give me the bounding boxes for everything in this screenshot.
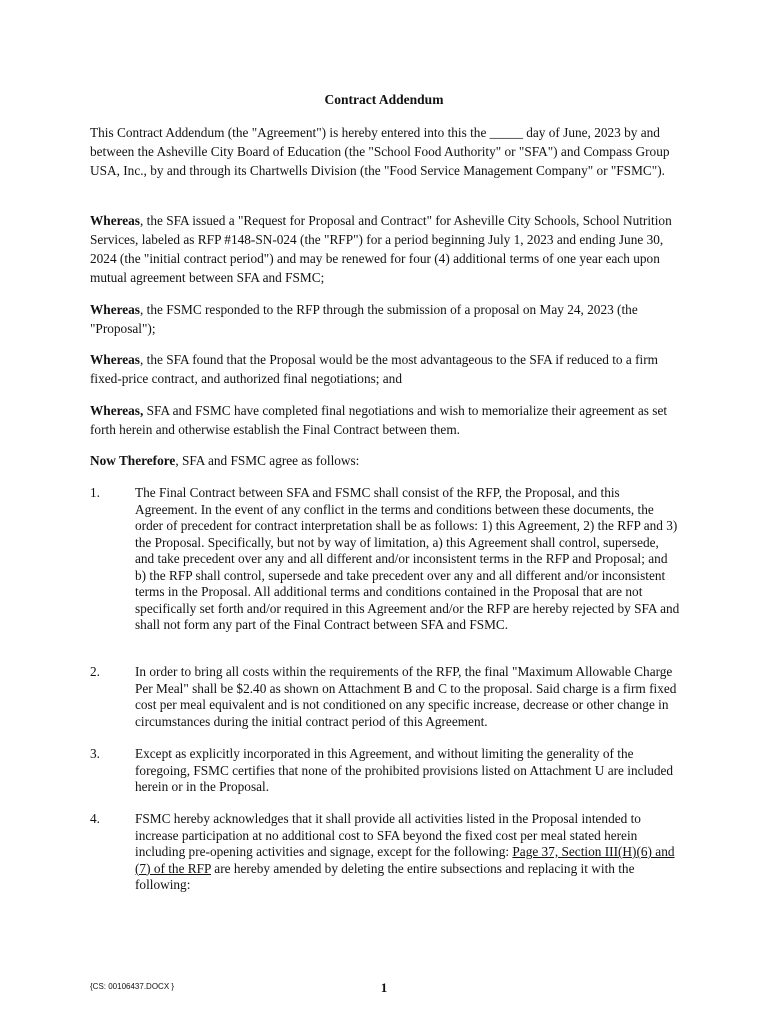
list-item-1 (90, 485, 680, 634)
whereas-text: , the SFA issued a "Request for Proposal and Contract" for Asheville City Schools, School Nutrition Services, labeled as RFP #148-SN-024 (the "RFP") for a period beginning July 1, 2023 and ending June 30, 2024 (the "initial contract period") and may be renewed for four (4) additional terms of one year each upon mutual agreement between SFA and FSMC; (90, 213, 672, 285)
whereas-text: , the FSMC responded to the RFP through the submission of a proposal on May 24, 2023 (the "Proposal"); (90, 302, 638, 336)
list-item-number: 3. (90, 746, 100, 761)
page-number: 1 (380, 980, 388, 995)
whereas-lead: Whereas (90, 352, 140, 367)
now-therefore-text: , SFA and FSMC agree as follows: (175, 453, 360, 468)
list-item-text: Except as explicitly incorporated in this Agreement, and without limiting the generality of the foregoing, FSMC certifies that none of the prohibited provisions listed on Attachment U are included herein or in the Proposal. (135, 746, 674, 794)
footer-doc-id: {CS: 00106437.DOCX } (90, 982, 175, 991)
underlined-reference: Page 37, Section III(H)(6) and (7) of the RFP (135, 844, 675, 876)
whereas-lead: Whereas (90, 213, 140, 228)
list-item-number: 2. (90, 664, 100, 679)
document-title: Contract Addendum (324, 92, 444, 107)
whereas-paragraph-3 (90, 350, 680, 388)
item-text-before: FSMC hereby acknowledges that it shall provide all activities listed in the Proposal intended to increase participation at no additional cost to SFA beyond the fixed cost per meal stated herein including pre-opening activities and signage, except for the following: (135, 811, 641, 859)
item-text-after: are hereby amended by deleting the entire subsections and replacing it with the following: (135, 860, 635, 892)
whereas-paragraph-2 (90, 300, 680, 338)
list-item-4 (90, 811, 680, 894)
list-item-text: The Final Contract between SFA and FSMC shall consist of the RFP, the Proposal, and this Agreement. In the event of any conflict in the terms and conditions between these documents, the order of precedent for contract interpretation shall be as follows: 1) this Agreement, 2) the RFP and 3) the Proposal. Specifically, but not by way of limitation, a) this Agreement shall control, supersede, and take precedent over any and all different and/or inconsistent terms in the RFP and Proposal; and b) the RFP shall control, supersede and take precedent over any and all different and/or inconsistent terms in the Proposal. All additional terms and conditions contained in the Proposal that are not specifically set forth and/or required in this Agreement and/or the RFP are hereby rejected by SFA and shall not form any part of the Final Contract between SFA and FSMC. (135, 485, 680, 632)
whereas-lead: Whereas (90, 302, 140, 317)
whereas-text: , the SFA found that the Proposal would be the most advantageous to the SFA if reduced to a firm fixed-price contract, and authorized final negotiations; and (90, 352, 658, 386)
list-item-2 (90, 664, 680, 730)
list-item-number: 1. (90, 485, 100, 500)
list-item-number: 4. (90, 811, 100, 826)
whereas-paragraph-1 (90, 211, 680, 287)
whereas-lead: Whereas, (90, 403, 144, 418)
now-therefore-lead: Now Therefore (90, 453, 176, 468)
list-item-text (135, 811, 680, 894)
list-item-3 (90, 746, 680, 796)
list-item-text: In order to bring all costs within the requirements of the RFP, the final "Maximum Allowable Charge Per Meal" shall be $2.40 as shown on Attachment B and C to the proposal. Said charge is a firm fixed cost per meal equivalent and is not conditioned on any specific increase, decrease or other change in circumstances during the initial contract period of this Agreement. (135, 664, 677, 729)
intro-paragraph: This Contract Addendum (the "Agreement") is hereby entered into this the _____ day of June, 2023 by and between the Asheville City Board of Education (the "School Food Authority" or "SFA") and Compass Group USA, Inc., by and through its Chartwells Division (the "Food Service Management Company" or "FSMC"). (90, 125, 670, 178)
whereas-text: SFA and FSMC have completed final negotiations and wish to memorialize their agreement as set forth herein and otherwise establish the Final Contract between them. (90, 403, 668, 437)
whereas-paragraph-4 (90, 401, 680, 439)
now-therefore-paragraph (90, 451, 680, 470)
